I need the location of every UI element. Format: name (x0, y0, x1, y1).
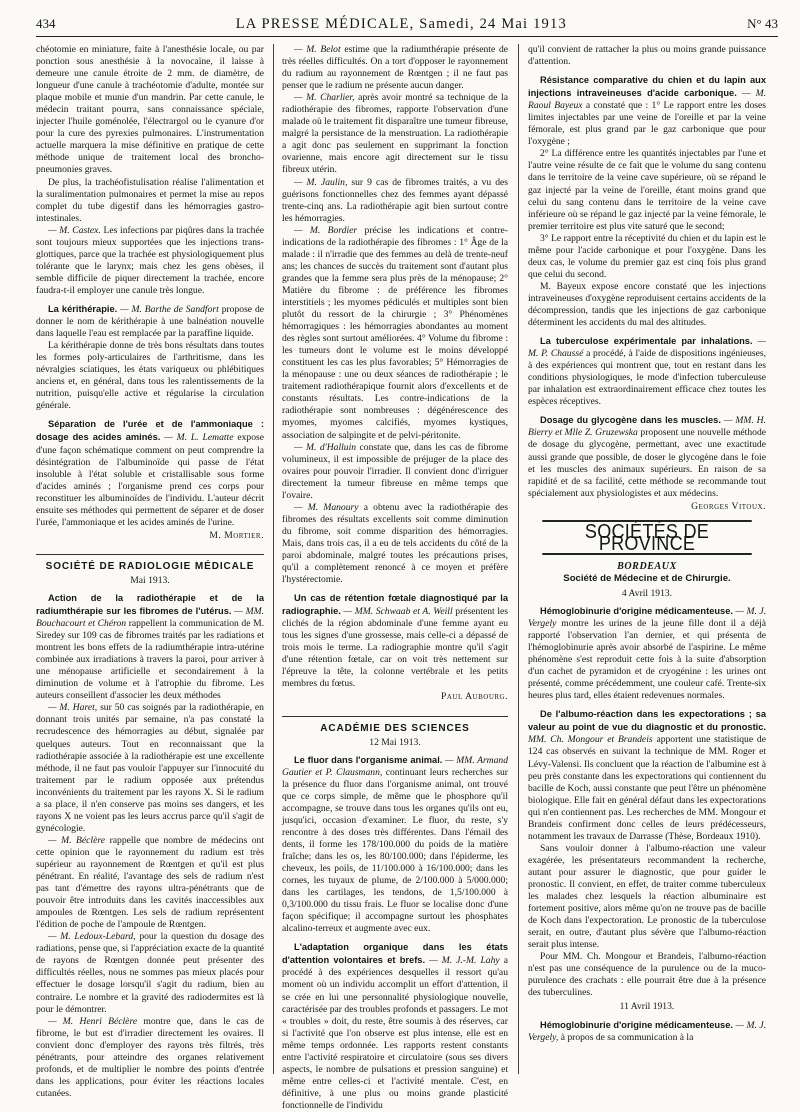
section-banner: SOCIÉTÉS DE PROVINCE (542, 520, 751, 555)
paragraph-text: apportent une statistique de 124 cas observés en suivant la technique de MM. Roger et Lévy-Valensi. Ils concluent que la réaction de l'albumine est à peu près constante dans les expectorations qui contiennent du bacille de Koch, aussi constante que peut l'être un phénomène biologique. Elle fait en général défaut dans les expectorations qui n'en contiennent pas. Les recherches de MM. Mongour et Brandeis confirment donc celles de leurs prédécesseurs, notamment les travaux de Darrasse (Thèse, Bordeaux 1910). (528, 734, 766, 842)
author: — MM. Schwaab et A. Weill (343, 606, 453, 618)
author: — M. Charlier, (294, 92, 355, 104)
section-date: 11 Avril 1913. (619, 1001, 675, 1013)
article-heading: Dosage du glycogène dans les muscles. (540, 415, 721, 426)
article-heading: Hémoglobinurie d'origine médicamenteuse. (540, 605, 733, 616)
article (36, 303, 264, 340)
signature: M. Mortier. (209, 529, 264, 541)
paragraph: M. Bayeux expose encore constaté que les injections intraveineuses d'oxygène reproduisent certains accidents de la décompression, tandis que les injections de gaz carbonique déterminent les accidents du mal des altitudes. (528, 280, 766, 329)
author: — M. Jaulin, (294, 176, 348, 188)
article-heading: Action de la radiothérapie et de la radiumthérapie sur les fibromes de l'utérus. (36, 592, 264, 617)
article-heading: Un cas de rétention fœtale diagnostiqué par la radiographie. (282, 593, 508, 617)
article (528, 605, 766, 702)
section-title: ACADÉMIE DES SCIENCES (282, 716, 508, 735)
article-heading: La tuberculose expérimentale par inhalations. (540, 336, 753, 347)
paragraph-text: rappellent la communication de M. Siredey sur 109 cas de fibromes traités par les radiations et montrent les bons effets de la radiumthérapie intra-utérine combinée aux irradiations à travers la paroi, pour arriver à une ménopause artificielle et secondairement à la diminution de volume et à l'atrophie du fibrome. Les auteurs conseillent d'associer les deux méthodes (36, 618, 264, 702)
article (528, 74, 766, 148)
paragraph (36, 931, 264, 1015)
author: — M. Barthe de Sandfort (120, 303, 219, 315)
paragraph: Pour MM. Ch. Mongour et Brandeis, l'albumo-réaction n'est pas une conséquence de la purulence ou de la muco-purulence des crachats : elle pourrait être due à la présence des tuberculines. (528, 951, 766, 999)
article (528, 1019, 766, 1044)
author: MM. Ch. Mongour et Brandeis (528, 734, 653, 746)
article (282, 592, 508, 690)
author: — M. P. Chaussé (528, 336, 766, 360)
city-heading: BORDEAUX (617, 560, 677, 572)
page-header (36, 12, 778, 37)
article (282, 941, 508, 1112)
signature: Paul Aubourg. (441, 691, 508, 703)
signature: Georges Vitoux. (691, 500, 766, 512)
paragraph-text: a procédé à des expériences desquelles il ressort qu'au moment où un individu accomplit un effort d'attention, il se crée en lui une personnalité physiologique nouvelle, caractérisée par des troubles profonds et passagers. Le mot « troubles » doit, du reste, être soumis à des réserves, car si l'activité que l'on observe est plus intense, elle est en même temps ordonnée. Les rapports restent constants entre l'activité respiratoire et circulatoire (sous ses divers aspects, le nombre de pulsations et pression sanguine) et même entre celles-ci et l'activité mentale. C'est, en définitive, à une plus ou moins grande plasticité fonctionnelle de l'individu (282, 955, 508, 1111)
paragraph (36, 702, 264, 835)
paragraph-text: a obtenu avec la radiothérapie des fibromes des résultats excellents soit comme diminution du fibrome, soit comme disparition des hémorragies. Mais, dans trois cas, il a eu de tels accidents du côté de la paroi abdominale, malgré toutes les précautions prises, qu'il a complètement renoncé à ce moyen et préfère l'hystérectomie. (282, 501, 508, 586)
paragraph-text: rappelle que nombre de médecins ont cette opinion que le rayonnement du radium est très supérieur au rayonnement de Rœntgen et qu'il est plus pénétrant. En réalité, l'avantage des sels de radium n'est pas tant d'émettre des rayons ultra-pénétrants que de pouvoir être introduits dans les cavités inaccessibles aux ampoules de Rœntgen. Les sels de radium représentent l'édition de poche de l'ampoule de Rœntgen. (36, 834, 265, 931)
paragraph: De plus, la trachéofistulisation réalise l'alimentation et la suralimentation pulmonaires et permet la mise au repos complet du tube digestif dans les hémorragies gastro-intestinales. (36, 176, 264, 224)
section-date: 12 Mai 1913. (369, 736, 421, 748)
column-3 (528, 44, 766, 1074)
paragraph: qu'il convient de rattacher la plus ou moins grande puissance d'attention. (528, 44, 766, 68)
article-heading: Résistance comparative du chien et du lapin aux injections intraveineuses d'acide carbonique. (528, 75, 766, 99)
paragraph (282, 44, 508, 92)
paragraph-text: continuant leurs recherches sur la présence du fluor dans l'organisme animal, ont trouvé que ce corps simple, de même que le phosphore qu'il accompagne, se trouve dans tous les organes qu'ils ont eu, jusqu'ici, occasion d'examiner. Le fluor, du reste, s'y rencontre à des doses très différentes. Dans l'émail des dents, il forme les 178/100.000 du poids de la matière fraîche; dans les os, les 80/100.000; dans l'épiderme, les cheveux, les poils, de 11/100.000 à 16/100.000; dans les cornes, les tuyaux de plume, de 2/100.000 à 5/000.000; dans les cartilages, les tendons, de 1,5/100.000 à 0,3/100.000 du tissu frais. Le fluor se localise donc d'une façon spécifique; il accompagne surtout les phosphates alcalino-terreux et augmente avec eux. (282, 766, 509, 935)
paragraph: 3° Le rapport entre la réceptivité du chien et du lapin est le même pour l'acide carbonique et pour l'oxygène. Dans les deux cas, le volume du premier gaz est cinq fois plus grand que celui du second. (528, 232, 766, 280)
author: — M. J. Vergely, (528, 1019, 766, 1043)
article (528, 335, 766, 408)
article-heading: La kérithérapie. (48, 303, 118, 314)
author: — M. Haret, (48, 702, 98, 714)
article-heading: Le fluor dans l'organisme animal. (294, 754, 443, 765)
paragraph (282, 177, 508, 225)
paragraph-text: pour la question du dosage des radiations, pense que, si l'appréciation exacte de la quantité de rayons de Rœntgen donnée peut présenter des difficultés réelles, nous ne sommes pas mieux placés pour effectuer le dosage lorsqu'il s'agit du radium, bien au contraire. Le nombre et la gravité des radiodermites est là pour le démontrer. (36, 931, 264, 1015)
paragraph-text: montre les urines de la jeune fille dont il a déjà rapporté l'observation l'an dernier, et qui présenta de l'hémoglobinurie après avoir absorbé de l'aspirine. Le même phénomène s'est reproduit cette fois à la suite d'absorption d'un cachet de pyramidon et de cryogénine : les urines ont présenté, comme précédemment, une couleur café. Trente-six heures plus tard, elles étaient redevenues normales. (528, 618, 767, 702)
paragraph (282, 225, 508, 442)
author: — M. Belot (294, 44, 341, 55)
paragraph-text: présentent les clichés de la région abdominale d'une femme ayant eu tous les signes d'une grossesse, mais celle-ci a dépassé de trois mois le terme. La radiographie montre qu'il s'agit d'une rétention fœtale, car on voit très nettement sur l'épreuve la tête, la colonne vertébrale et les petits membres du fœtus. (282, 606, 508, 690)
article-heading: Hémoglobinurie d'origine médicamenteuse. (540, 1019, 733, 1030)
paragraph (282, 442, 508, 502)
author: — MM. Armand Gautier et P. Clausmann, (282, 754, 508, 778)
paragraph-text: a procédé, à l'aide de dispositions ingénieuses, à des expériences qui montrent que, tout en restant dans les conditions physiologiques, le mode d'infection tuberculeuse par inhalation est extraordinairement efficace chez toutes les espèces réceptives. (528, 348, 766, 408)
paragraph-text: a constaté que : 1° Le rapport entre les doses limites injectables par une veine de l'oreille et par la veine fémorale, est plus grand par le gaz carbonique que pour l'oxygène ; (528, 100, 766, 148)
paragraph-text: expose d'une façon schématique comment on peut comprendre la désintégration de l'albuminoïde qui passe de l'état insoluble à l'état soluble et cristallisable sous forme d'acides aminés ; l'organisme prend ces corps pour reconstituer les albuminoïdes de l'individu. L'auteur décrit ensuite ses méthodes qui permettent de séparer et de doser l'urée, l'ammoniaque et les acides aminés de l'urine. (36, 432, 264, 528)
paragraph: La kérithérapie donne de très bons résultats dans toutes les formes poly-articulaires de l'arthritisme, dans les névralgies sciatiques, les états variqueux ou phlébitiques anciens et, en général, dans tous les ralentissements de la nutrition, puisqu'elle active et régularise la circulation générale. (36, 340, 264, 412)
paragraph (36, 225, 264, 297)
author: — M. Raoul Bayeux (528, 88, 767, 112)
author: — MM. H. Bierry et Mlle Z. Gruzewska (528, 415, 766, 439)
journal-title: LA PRESSE MÉDICALE, Samedi, 24 Mai 1913 (235, 15, 567, 32)
author: — M. Béclère (48, 834, 105, 846)
paragraph (282, 502, 508, 586)
paragraph-text: estime que la radiumthérapie présente de très réelles difficultés. On a tort d'opposer le rayonnement du radium au rayonnement de Rœntgen ; il ne faut pas penser que le radium ne présente aucun danger. (282, 44, 509, 92)
article-heading: De l'albumo-réaction dans les expectorations ; sa valeur au point de vue du diagnostic et du pronostic. (528, 709, 766, 733)
author: — M. J. Vergely (528, 605, 766, 630)
author: — M. Manoury (294, 501, 359, 513)
paragraph-text: Les infections par piqûres dans la trachée sont toujours mieux supportées que les injections trans-glottiques, parce que la trachée est physiologiquement plus tolérante que le larynx; mais chez les gens obèses, il semble difficile de piquer directement la trachée, encore faudra-t-il employer une canule très longue. (36, 224, 264, 296)
column-2 (282, 44, 509, 1111)
page-number: 434 (36, 16, 56, 31)
article (528, 414, 766, 499)
author: — M. Ledoux-Lebard, (48, 931, 136, 943)
author: — M. d'Halluin (294, 441, 357, 453)
author: — M. L. Lematte (164, 432, 234, 444)
article (36, 418, 264, 528)
paragraph-text: proposent une nouvelle méthode de dosage du glycogène, permettant, avec une exactitude aussi grande que possible, de doser le glycogène dans le foie et les muscles des animaux supérieurs. En raison de sa rapidité et de sa facilité, cette méthode se recommande tout spécialement aux physiologistes et aux médecins. (528, 427, 766, 499)
column-divider (518, 44, 519, 1074)
paragraph: Sans vouloir donner à l'albumo-réaction une valeur exagérée, les présentateurs recommandent la recherche, autant pour assurer le diagnostic, que pour guider le pronostic. Il convient, en effet, de traiter comme tuberculeux les malades chez lesquels la réaction albuminaire est fortement positive, alors même qu'on ne trouve pas de bacille de Koch dans l'expectoration. Le pronostic de la tuberculose serait, en outre, d'autant plus sévère que l'albumo-réaction serait plus intense. (528, 842, 766, 951)
article (528, 708, 766, 843)
author: — M. Henri Béclère (48, 1015, 138, 1027)
paragraph-text: à propos de sa communication à la (560, 1031, 694, 1043)
column-divider (273, 44, 274, 1074)
paragraph: chéotomie en miniature, faite à l'anesthésie locale, ou par ponction sous anesthésie à la novocaïne, il laisse à demeure une canule étroite de 2 mm. de diamètre, de longueur d'une canule à trachéotomie d'adulte, montée sur plaque mobile et munie d'un mandrin. Par cette canule, le médecin traitant pourra, sans connaissance spéciale, injecter l'huile goménolée, l'électrargol ou le cyanure d'or pour la cure des pyrexies pulmonaires. L'instrumentation actuelle marquera la mise définitive en pratique de cette méthode unique de traitement local des broncho-pneumonies graves. (36, 44, 264, 176)
paragraph (36, 835, 264, 931)
paragraph-text: montre que, dans le cas de fibrome, le but est d'irradier directement les ovaires. Il convient donc d'employer des rayons très filtrés, très pénétrants, pour atteindre des organes relativement profonds, et de multiplier le nombre des points d'entrée dans les applications, pour éviter les réactions locales cutanées. (36, 1015, 264, 1099)
paragraph-text: propose de donner le nom de kérithérapie à une balnéation nouvelle dans laquelle l'eau est remplacée par la paraffine liquide. (36, 303, 265, 340)
paragraph (282, 92, 508, 176)
article-heading: L'adaptation organique dans les états d'attention volontaires et brefs. (282, 942, 508, 966)
paragraph-text: précise les indications et contre-indications de la radiothérapie des fibromes : 1° Âge de la malade : il n'irradie que des femmes au delà de trente-neuf ans; les chances de succès du traitement sont d'autant plus grandes que la femme sera plus près de la ménopause; 2° Matière du fibrome : de préférence les fibromes interstitiels ; les myomes pédiculés et multiples sont bien plutôt du ressort de la chirurgie ; 3° Phénomènes hémorragiques : les hémorragies abondantes au moment des règles sont surtout améliorées. 4° Volume du fibrome : les tumeurs dont le volume est le moins développé constituent les cas les plus favorables; 5° Hémorragies de la ménopause : une ou deux séances de radiothérapie ; le traitement radiothérapique fournit alors d'excellents et de constants résultats. Les contre-indications de la radiothérapie sont nombreuses : dégénérescence des myomes, myomes calcifiés, myomes kystiques, association de salpingite et de pelvi-péritonite. (282, 224, 508, 441)
article-heading: Séparation de l'urée et de l'ammoniaque : dosage des acides aminés. (36, 419, 264, 443)
paragraph-text: après avoir montré sa technique de la radiothérapie des fibromes, rapporte l'observation d'une malade où le traitement fit disparaître une tumeur fibreuse, malgré la persistance de la menstruation. La radiothérapie a agit donc pas seulement en supprimant la fonction ovarienne, mais encore agit directement sur le tissu fibreux utérin. (282, 92, 508, 176)
author: — M. Castex. (48, 224, 101, 236)
section-title: SOCIÉTÉ DE RADIOLOGIE MÉDICALE (36, 554, 264, 573)
author: — M. Bordier (294, 224, 358, 236)
paragraph-text: sur 9 cas de fibromes traités, a vu des guérisons fonctionnelles chez des femmes ayant dépassé trente-cinq ans. La radiothérapie agit bien surtout contre les hémorragies. (282, 176, 508, 224)
paragraph (36, 1016, 264, 1100)
article (282, 754, 508, 936)
author: — M. J.-M. Lahy (429, 955, 500, 967)
paragraph: 2° La différence entre les quantités injectables par l'une et l'autre veine résulte de ce fait que le volume du sang contenu dans le territoire de la veine cave supérieure, où se répand le gaz injecté par la veine de l'oreille, étant moins grand que celui du sang contenu dans le territoire de la veine cave inférieure où se répand le gaz injecté par la veine fémorale, le premier territoire est plus vite saturé que le second; (528, 148, 766, 232)
article (36, 592, 264, 702)
paragraph-text: constate que, dans les cas de fibrome volumineux, il est impossible de préjuger de la place des ovaires pour pouvoir l'irradier. Il convient donc d'irriguer directement la tumeur fibreuse en même temps que l'ovaire. (282, 441, 508, 501)
section-date: Mai 1913. (130, 574, 170, 586)
society-heading: Société de Médecine et de Chirurgie. (563, 572, 731, 584)
section-date: 4 Avril 1913. (621, 587, 673, 599)
paragraph-text: sur 50 cas soignés par la radiothérapie, en donnant trois unités par semaine, n'a pas constaté la recrudescence des hémorragies au début, signalée par quelques auteurs. Tout en reconnaissant que la radiothérapie associée à la radiothérapie est une excellente méthode, il ne faut pas vouloir l'appuyer sur l'innocuité du traitement par le radium opposée aux prétendus inconvénients du traitement par les rayons X. Si le radium a sa place, il n'en conserve pas moins ses dangers, et les rayons X ne voient pas les leurs accrus parce qu'il s'agit de gynécologie. (36, 702, 264, 834)
column-1 (36, 44, 265, 1099)
author: — MM. Bouchacourt et Chéron (36, 606, 265, 630)
issue-number: N° 43 (747, 16, 778, 31)
